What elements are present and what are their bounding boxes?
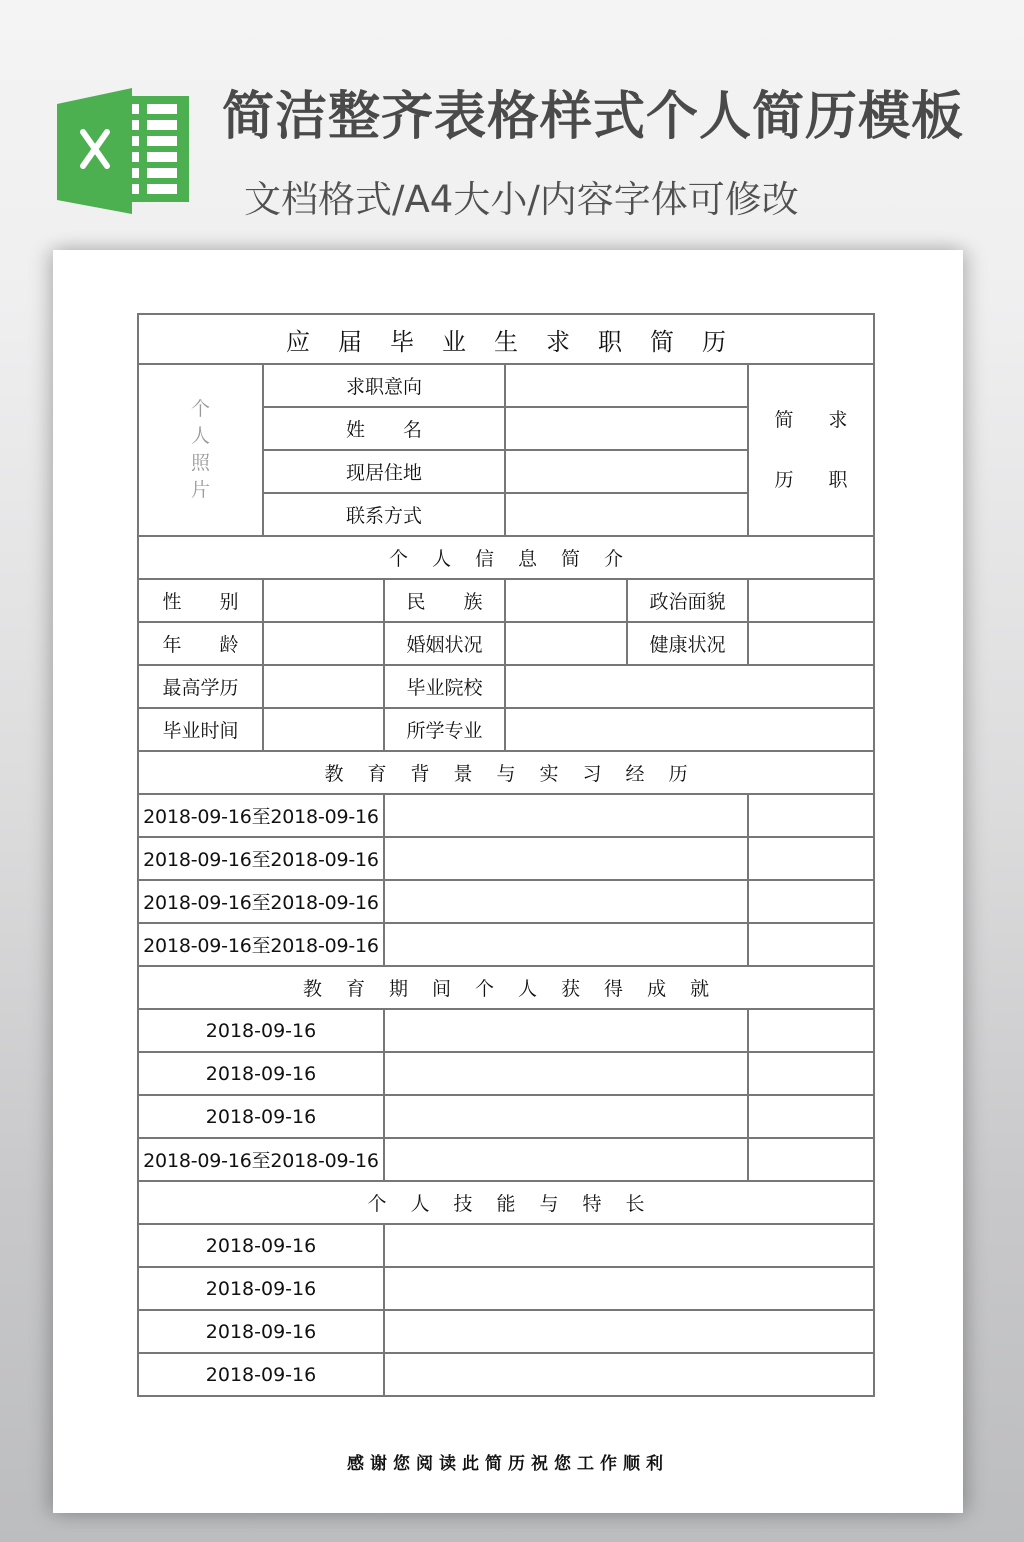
photo-placeholder[interactable]: 个 人 照 片 xyxy=(138,364,263,536)
address-field[interactable] xyxy=(505,450,748,493)
achievement-row xyxy=(138,1009,874,1052)
education-content[interactable] xyxy=(384,837,748,880)
name-label: 姓 名 xyxy=(263,407,505,450)
address-label: 现居住地 xyxy=(263,450,505,493)
resume-paper xyxy=(53,250,963,1513)
job-intention-field[interactable] xyxy=(505,364,748,407)
footer-note: 感谢您阅读此简历祝您工作顺利 xyxy=(347,1454,669,1474)
achievement-date[interactable]: 2018-09-16 xyxy=(138,1052,384,1095)
ethnicity-field[interactable] xyxy=(505,579,627,622)
excel-icon xyxy=(57,88,189,214)
achievement-row xyxy=(138,1095,874,1138)
achievement-content[interactable] xyxy=(384,1009,748,1052)
skill-content[interactable] xyxy=(384,1267,874,1310)
education-date[interactable]: 2018-09-16至2018-09-16 xyxy=(138,794,384,837)
health-status-label: 健康状况 xyxy=(627,622,748,665)
education-note[interactable] xyxy=(748,923,874,966)
education-date[interactable]: 2018-09-16至2018-09-16 xyxy=(138,837,384,880)
achievement-note[interactable] xyxy=(748,1052,874,1095)
resume-title: 应 届 毕 业 生 求 职 简 历 xyxy=(138,314,874,364)
skill-date[interactable]: 2018-09-16 xyxy=(138,1353,384,1396)
section-personal-info: 个 人 信 息 简 介 xyxy=(138,536,874,579)
education-row xyxy=(138,880,874,923)
skill-row xyxy=(138,1224,874,1267)
education-note[interactable] xyxy=(748,794,874,837)
marital-status-field[interactable] xyxy=(505,622,627,665)
section-achievements: 教 育 期 间 个 人 获 得 成 就 xyxy=(138,966,874,1009)
achievement-date[interactable]: 2018-09-16 xyxy=(138,1095,384,1138)
section-education: 教 育 背 景 与 实 习 经 历 xyxy=(138,751,874,794)
achievement-note[interactable] xyxy=(748,1138,874,1181)
skill-row xyxy=(138,1310,874,1353)
school-field[interactable] xyxy=(505,665,874,708)
education-content[interactable] xyxy=(384,923,748,966)
education-date[interactable]: 2018-09-16至2018-09-16 xyxy=(138,880,384,923)
page-title: 简洁整齐表格样式个人简历模板 xyxy=(222,87,965,147)
graduation-time-label: 毕业时间 xyxy=(138,708,263,751)
gender-label: 性 别 xyxy=(138,579,263,622)
achievement-date[interactable]: 2018-09-16至2018-09-16 xyxy=(138,1138,384,1181)
skill-content[interactable] xyxy=(384,1224,874,1267)
major-field[interactable] xyxy=(505,708,874,751)
skill-date[interactable]: 2018-09-16 xyxy=(138,1310,384,1353)
achievement-row xyxy=(138,1138,874,1181)
page-header xyxy=(0,0,1024,250)
resume-table xyxy=(137,313,875,1397)
highest-education-label: 最高学历 xyxy=(138,665,263,708)
political-status-label: 政治面貌 xyxy=(627,579,748,622)
contact-label: 联系方式 xyxy=(263,493,505,536)
political-status-field[interactable] xyxy=(748,579,874,622)
gender-field[interactable] xyxy=(263,579,384,622)
graduation-time-field[interactable] xyxy=(263,708,384,751)
skill-row xyxy=(138,1353,874,1396)
job-intention-label: 求职意向 xyxy=(263,364,505,407)
skill-row xyxy=(138,1267,874,1310)
health-status-field[interactable] xyxy=(748,622,874,665)
achievement-content[interactable] xyxy=(384,1138,748,1181)
skill-content[interactable] xyxy=(384,1310,874,1353)
achievement-row xyxy=(138,1052,874,1095)
highest-education-field[interactable] xyxy=(263,665,384,708)
education-content[interactable] xyxy=(384,880,748,923)
achievement-content[interactable] xyxy=(384,1052,748,1095)
skill-date[interactable]: 2018-09-16 xyxy=(138,1267,384,1310)
education-row xyxy=(138,837,874,880)
education-row xyxy=(138,923,874,966)
contact-field[interactable] xyxy=(505,493,748,536)
education-content[interactable] xyxy=(384,794,748,837)
marital-status-label: 婚姻状况 xyxy=(384,622,505,665)
school-label: 毕业院校 xyxy=(384,665,505,708)
vertical-title: 简 历 求 职 xyxy=(748,364,874,536)
section-skills: 个 人 技 能 与 特 长 xyxy=(138,1181,874,1224)
education-date[interactable]: 2018-09-16至2018-09-16 xyxy=(138,923,384,966)
skill-content[interactable] xyxy=(384,1353,874,1396)
major-label: 所学专业 xyxy=(384,708,505,751)
achievement-note[interactable] xyxy=(748,1095,874,1138)
page-subtitle: 文档格式/A4大小/内容字体可修改 xyxy=(244,178,799,221)
name-field[interactable] xyxy=(505,407,748,450)
education-row xyxy=(138,794,874,837)
age-field[interactable] xyxy=(263,622,384,665)
education-note[interactable] xyxy=(748,880,874,923)
achievement-note[interactable] xyxy=(748,1009,874,1052)
education-note[interactable] xyxy=(748,837,874,880)
age-label: 年 龄 xyxy=(138,622,263,665)
ethnicity-label: 民 族 xyxy=(384,579,505,622)
skill-date[interactable]: 2018-09-16 xyxy=(138,1224,384,1267)
achievement-date[interactable]: 2018-09-16 xyxy=(138,1009,384,1052)
achievement-content[interactable] xyxy=(384,1095,748,1138)
